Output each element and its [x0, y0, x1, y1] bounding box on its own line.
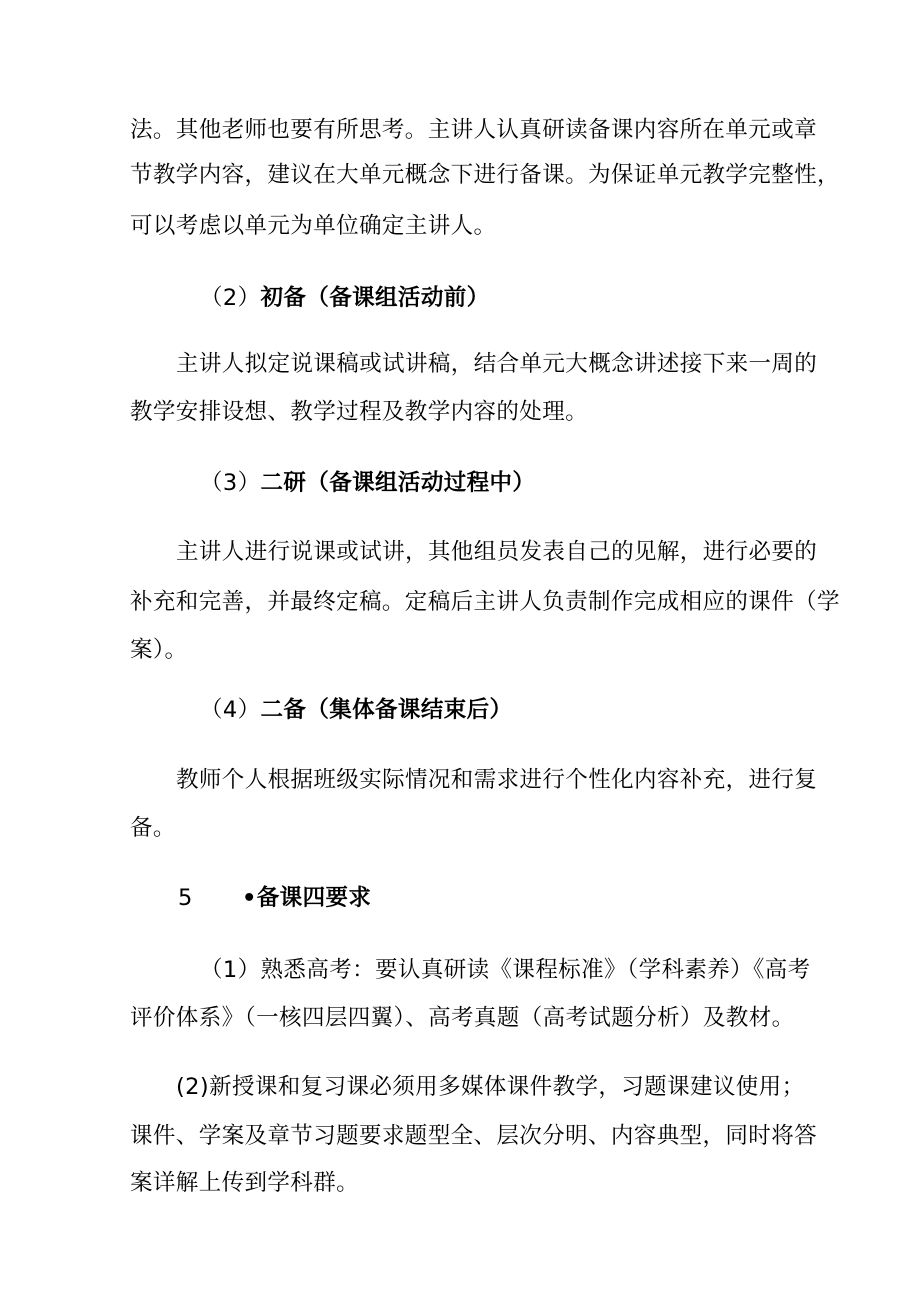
heading-5-number: 5 — [178, 885, 193, 911]
section-2-body-line-1: 主讲人拟定说课稿或试讲稿，结合单元大概念讲述接下来一周的 — [176, 351, 818, 377]
section-4-number: （4） — [200, 697, 261, 723]
requirement-2-line-3: 案详解上传到学科群。 — [130, 1170, 360, 1196]
section-2-heading — [200, 278, 490, 318]
section-4-body-line-1: 教师个人根据班级实际情况和需求进行个性化内容补充，进行复 — [176, 767, 818, 793]
section-4-body-line-2: 备。 — [130, 815, 176, 841]
section-4-heading — [200, 690, 512, 730]
section-2-number: （2） — [200, 285, 261, 311]
section-2-body-line-2: 教学安排设想、教学过程及教学内容的处理。 — [130, 399, 589, 425]
section-3-body-line-2: 补充和完善，并最终定稿。定稿后主讲人负责制作完成相应的课件（学 — [130, 589, 840, 615]
intro-line-3: 可以考虑以单元为单位确定主讲人。 — [130, 213, 497, 239]
requirement-2-line-1: (2)新授课和复习课必须用多媒体课件教学，习题课建议使用； — [176, 1074, 805, 1100]
section-4-title: 二备（集体备课结束后） — [260, 697, 513, 723]
section-3-heading — [200, 463, 535, 503]
section-3-number: （3） — [200, 470, 261, 496]
section-2-title: 初备（备课组活动前） — [260, 285, 490, 311]
intro-line-1: 法。其他老师也要有所思考。主讲人认真研读备课内容所在单元或章 — [130, 117, 818, 143]
heading-5-title: •备课四要求 — [242, 885, 372, 911]
requirement-2-line-2: 课件、学案及章节习题要求题型全、层次分明、内容典型，同时将答 — [130, 1123, 818, 1149]
requirement-1-line-1: （1）熟悉高考：要认真研读《课程标准》（学科素养）《高考 — [200, 957, 811, 983]
requirement-1-line-2: 评价体系》（一核四层四翼）、高考真题（高考试题分析）及教材。 — [130, 1005, 795, 1031]
section-3-title: 二研（备课组活动过程中） — [260, 470, 536, 496]
intro-line-2: 节教学内容，建议在大单元概念下进行备课。为保证单元教学完整性， — [130, 162, 840, 188]
section-3-body-line-3: 案）。 — [130, 637, 188, 663]
section-3-body-line-1: 主讲人进行说课或试讲，其他组员发表自己的见解，进行必要的 — [176, 539, 818, 565]
